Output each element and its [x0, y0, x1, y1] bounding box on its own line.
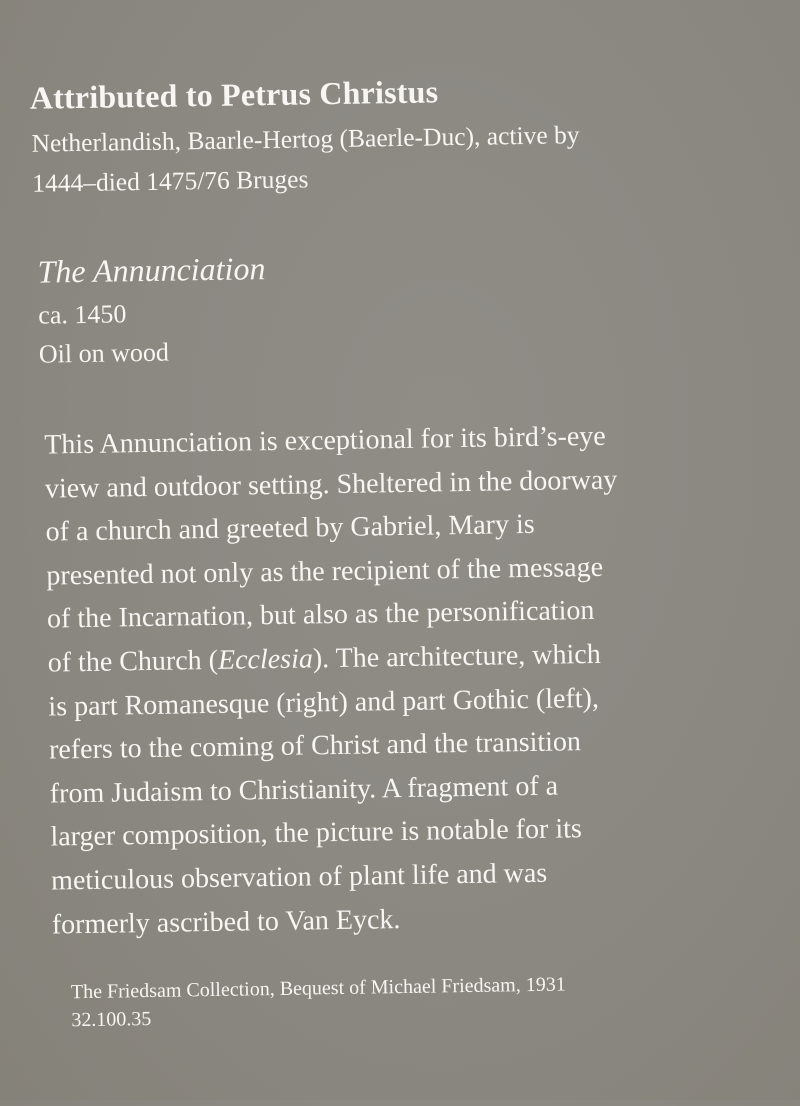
artist-name: Attributed to Petrus Christus [29, 73, 439, 116]
artwork-title: The Annunciation [37, 250, 266, 290]
description-line: is part Romanesque (right) and part Gothic (left), [48, 682, 600, 723]
artwork-date: ca. 1450 [38, 299, 127, 330]
description-text: of the Church ( [47, 644, 219, 679]
description-line: view and outdoor setting. Sheltered in the doorway [44, 464, 618, 505]
description-line: presented not only as the recipient of the message [46, 551, 604, 592]
artist-bio [31, 113, 712, 204]
description-line: of a church and greeted by Gabriel, Mary is [45, 509, 535, 548]
description-line: from Judaism to Christianity. A fragment of a [49, 770, 559, 810]
artist-bio-line: Netherlandish, Baarle-Hertog (Baerle-Duc), active by [31, 120, 580, 158]
description-line: refers to the coming of Christ and the transition [48, 726, 582, 766]
credit-line: The Friedsam Collection, Bequest of Michael Friedsam, 1931 [70, 973, 566, 1004]
description-line: meticulous observation of plant life and was [50, 857, 548, 897]
ecclesia-italic-term: Ecclesia [217, 643, 314, 676]
description-line: of the Incarnation, but also as the personification [46, 595, 595, 635]
description-line: This Annunciation is exceptional for its bird’s-eye [44, 420, 606, 461]
accession-number: 32.100.35 [71, 1007, 152, 1032]
description-line: larger composition, the picture is notable for its [50, 813, 583, 853]
artwork-description [44, 413, 752, 947]
description-line: formerly ascribed to Van Eyck. [51, 903, 401, 941]
artist-bio-line: 1444–died 1475/76 Bruges [31, 164, 309, 198]
description-text: ). The architecture, which [312, 638, 601, 675]
artwork-medium: Oil on wood [38, 337, 170, 369]
